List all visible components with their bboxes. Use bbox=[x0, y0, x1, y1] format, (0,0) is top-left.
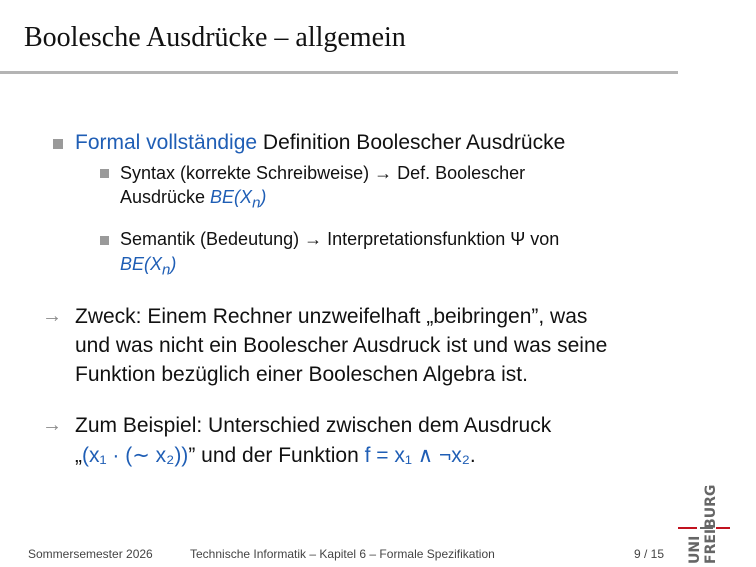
item1-rest: Definition Boolescher Ausdrücke bbox=[257, 131, 566, 154]
item2-line3: Funktion bezüglich einer Booleschen Algebra ist. bbox=[75, 363, 528, 386]
item3-line1: Zum Beispiel: Unterschied zwischen dem Ausdruck bbox=[75, 414, 552, 437]
math-be-xn: $BE(X_n)$ bbox=[210, 187, 267, 212]
item2-line1: Zweck: Einem Rechner unzweifelhaft „beibringen”, was bbox=[75, 305, 588, 328]
arrow-right-icon: → bbox=[42, 305, 62, 327]
bullet-square-icon bbox=[100, 236, 109, 245]
quote-open: „ bbox=[75, 444, 82, 467]
arrow-right-icon: → bbox=[42, 414, 62, 436]
item1-sub2-line1: Semantik (Bedeutung) → Interpretationsfunktion Ψ von bbox=[120, 229, 560, 249]
math-be-xn: $BE(X_n)$ bbox=[120, 254, 177, 279]
item2-line2: und was nicht ein Boolescher Ausdruck ist und was seine bbox=[75, 334, 608, 357]
item3-mid: ” und der Funktion bbox=[188, 444, 365, 467]
item1-highlight: Formal vollständige bbox=[75, 131, 258, 154]
item1-sub2-line2 bbox=[120, 254, 176, 279]
logo-accent-line bbox=[678, 527, 697, 529]
title-divider bbox=[0, 71, 678, 74]
item1-sub1-prefix: Ausdrücke bbox=[120, 187, 211, 207]
item1-sub1-line1: Syntax (korrekte Schreibweise) → Def. Boolescher bbox=[120, 163, 526, 183]
function: f = x₁ ∧ ¬x₂ bbox=[364, 444, 470, 467]
expression: (x₁ · (∼ x₂)) bbox=[82, 444, 189, 467]
footer-page-number: 9 / 15 bbox=[634, 547, 665, 561]
footer-course: Technische Informatik – Kapitel 6 – Formale Spezifikation bbox=[190, 547, 495, 561]
logo-freiburg: FREIBURG bbox=[703, 484, 719, 564]
item3-end: . bbox=[469, 444, 476, 467]
item1-sub1-line2 bbox=[120, 187, 266, 212]
item1-text bbox=[75, 131, 565, 155]
footer-semester: Sommersemester 2026 bbox=[28, 547, 153, 561]
bullet-square-icon bbox=[100, 169, 109, 178]
bullet-square-icon bbox=[53, 139, 63, 149]
logo-uni: UNI bbox=[687, 535, 703, 564]
slide-title: Boolesche Ausdrücke – allgemein bbox=[24, 22, 406, 53]
item3-line2 bbox=[75, 443, 476, 468]
